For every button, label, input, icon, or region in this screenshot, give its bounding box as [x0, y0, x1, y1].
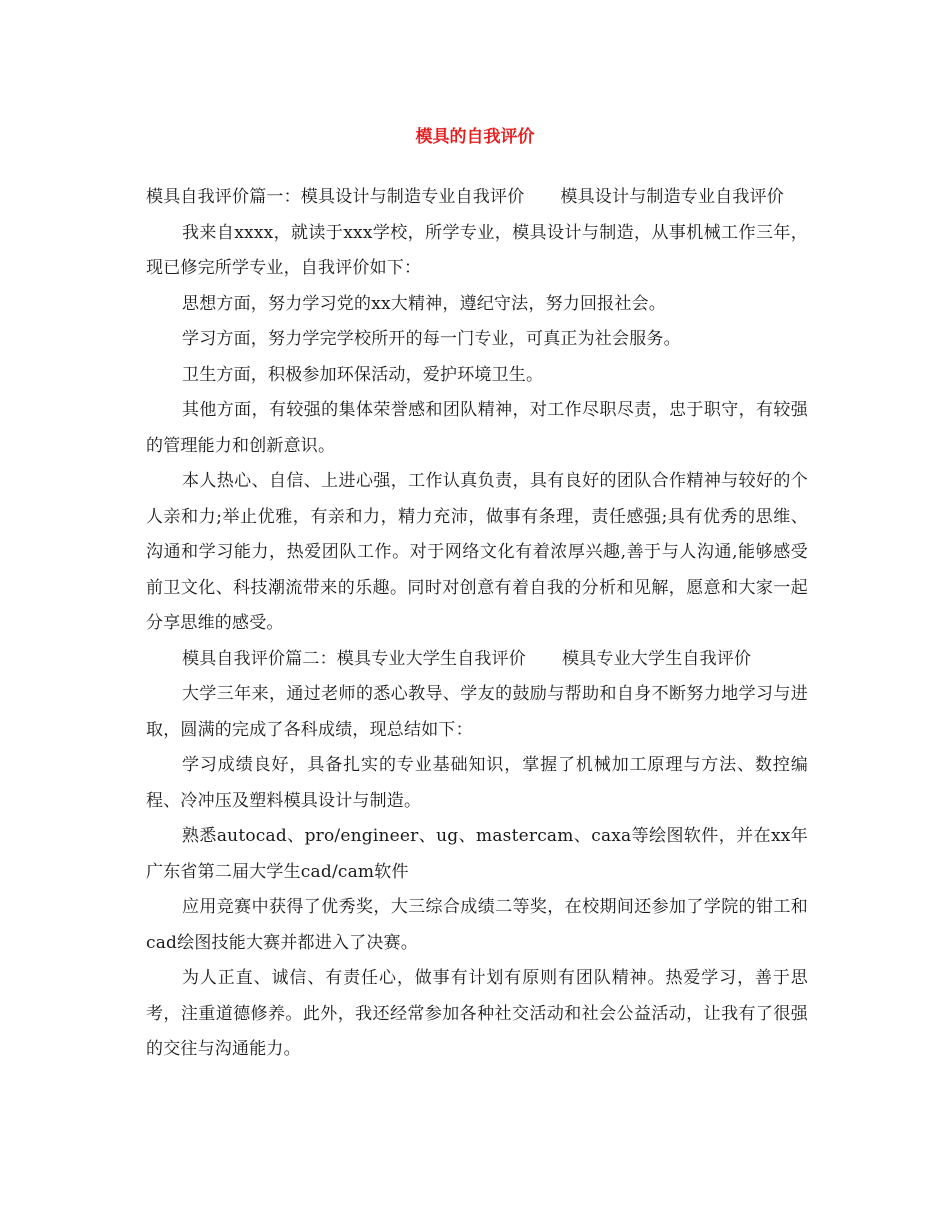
- section-heading-2-subtitle: 模具专业大学生自我评价: [562, 648, 752, 669]
- section-heading-1: [146, 180, 808, 216]
- paragraph: 卫生方面，积极参加环保活动，爱护环境卫生。: [182, 364, 544, 385]
- paragraph: 学习成绩良好，具备扎实的专业基础知识，掌握了机械加工原理与方法、数控编程、冷冲压及塑料模具设计与制造。: [146, 755, 808, 811]
- paragraph: 其他方面，有较强的集体荣誉感和团队精神，对工作尽职尽责，忠于职守，有较强的管理能力和创新意识。: [146, 400, 808, 456]
- section-heading-2: [146, 642, 808, 678]
- paragraph: 大学三年来，通过老师的悉心教导、学友的鼓励与帮助和自身不断努力地学习与进取，圆满的完成了各科成绩，现总结如下：: [146, 684, 808, 740]
- paragraph: 思想方面，努力学习党的xx大精神，遵纪守法，努力回报社会。: [182, 293, 666, 314]
- section-heading-1-subtitle: 模具设计与制造专业自我评价: [560, 187, 785, 207]
- paragraph: 为人正直、诚信、有责任心，做事有计划有原则有团队精神。热爱学习，善于思考，注重道德修养。此外，我还经常参加各种社交活动和社会公益活动，让我有了很强的交往与沟通能力。: [146, 968, 808, 1059]
- section-heading-2-title: 模具自我评价篇二：模具专业大学生自我评价: [182, 648, 526, 669]
- paragraph: 本人热心、自信、上进心强，工作认真负责，具有良好的团队合作精神与较好的个人亲和力;举止优雅，有亲和力，精力充沛，做事有条理，责任感强;具有优秀的思维、沟通和学习能力，热爱团队工作。对于网络文化有着浓厚兴趣,善于与人沟通,能够感受前卫文化、科技潮流带来的乐趣。同时对创意有着自我的分析和见解，愿意和大家一起分享思维的感受。: [146, 471, 808, 633]
- paragraph: 学习方面，努力学完学校所开的每一门专业，可真正为社会服务。: [182, 329, 681, 349]
- section-heading-1-title: 模具自我评价篇一：模具设计与制造专业自我评价: [146, 187, 525, 207]
- paragraph: 应用竞赛中获得了优秀奖，大三综合成绩二等奖，在校期间还参加了学院的钳工和cad绘图技能大赛并都进入了决赛。: [146, 897, 808, 953]
- paragraph: 熟悉autocad、pro/engineer、ug、mastercam、caxa等绘图软件，并在xx年广东省第二届大学生cad/cam软件: [146, 826, 808, 882]
- document-title: 模具的自我评价: [415, 127, 535, 147]
- paragraph: 我来自xxxx，就读于xxx学校，所学专业，模具设计与制造，从事机械工作三年，现已修完所学专业，自我评价如下：: [146, 222, 808, 278]
- document-body: [146, 180, 808, 1068]
